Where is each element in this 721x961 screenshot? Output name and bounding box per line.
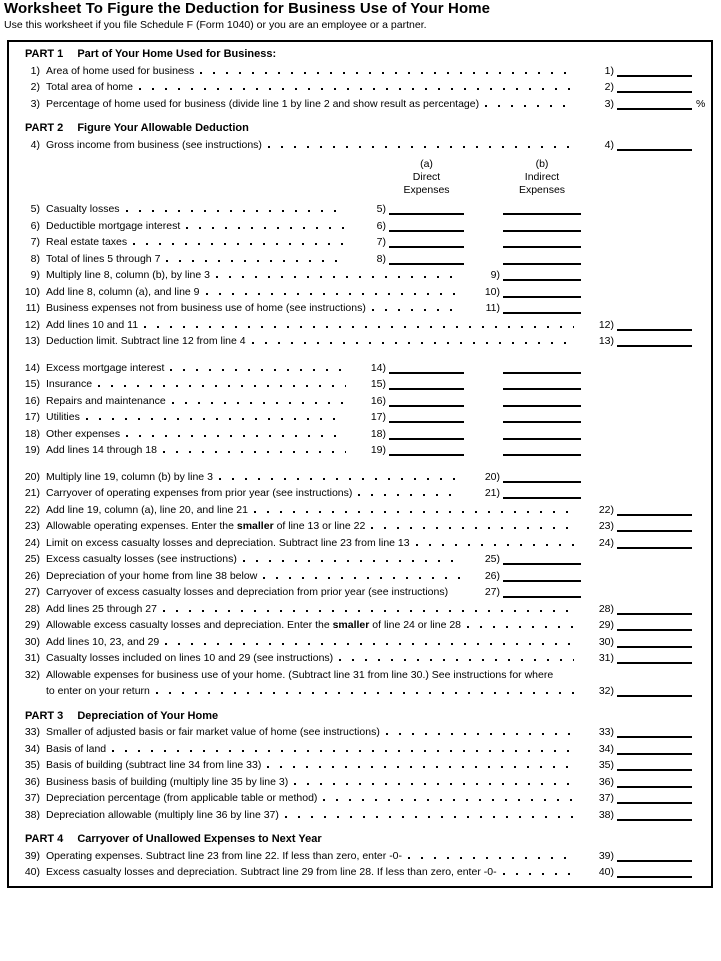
part-header-row: [9, 46, 711, 63]
line-row: [9, 218, 711, 235]
dot-leader: [252, 342, 574, 344]
line-number-label: 30): [598, 635, 614, 648]
dot-leader: [112, 750, 574, 752]
line-number-label: 2): [604, 81, 614, 93]
line-number: 22): [24, 503, 40, 516]
line-text: Percentage of home used for business (divide line 1 by line 2 and show result as percentage): [46, 97, 480, 110]
line-number-label: 13): [598, 335, 614, 347]
line-number: 20): [24, 470, 40, 483]
line-row: [9, 317, 711, 334]
line-text: Insurance: [46, 378, 93, 390]
amount-blank-right: [617, 530, 692, 532]
dot-leader: [485, 105, 574, 107]
dot-leader: [144, 326, 574, 328]
line-number: 3): [30, 97, 40, 110]
line-number-label: 4): [604, 138, 614, 151]
column-header-line: (b): [535, 158, 549, 170]
dot-leader: [126, 435, 346, 437]
line-number: 37): [24, 792, 40, 804]
line-row: [9, 251, 711, 268]
line-number-label: 25): [484, 553, 500, 565]
column-header-indirect: [503, 155, 581, 197]
line-row-continuation: [9, 683, 711, 700]
amount-blank-right: [617, 345, 692, 347]
line-text: Basis of building (subtract line 34 from line 33): [46, 759, 262, 771]
line-text: Gross income from business (see instructions): [46, 138, 262, 151]
amount-blank-right: [617, 91, 692, 93]
amount-blank-mid: [503, 296, 581, 298]
dot-leader: [216, 276, 460, 278]
amount-blank-indirect: [503, 372, 581, 374]
line-text: Allowable expenses for business use of your home. (Subtract line 31 from line 30.) See instructions for where: [46, 668, 554, 681]
dot-leader: [254, 511, 574, 513]
dot-leader: [268, 146, 574, 148]
dot-leader: [163, 610, 574, 612]
line-row: [9, 333, 711, 350]
part-heading: Depreciation of Your Home: [77, 709, 219, 722]
amount-blank-indirect: [503, 421, 581, 423]
dot-leader: [263, 577, 460, 579]
line-text: Operating expenses. Subtract line 23 from line 22. If less than zero, enter -0-: [46, 849, 403, 862]
line-text: Add line 8, column (a), and line 9: [46, 285, 200, 298]
line-row: [9, 442, 711, 459]
line-text: Smaller of adjusted basis or fair market value of home (see instructions): [46, 726, 380, 738]
line-row: [9, 518, 711, 535]
amount-blank-mid: [503, 563, 581, 565]
line-number-label: 17): [370, 411, 386, 423]
line-row: [9, 724, 711, 741]
amount-blank-direct: [389, 454, 464, 456]
line-row: [9, 774, 711, 791]
line-row: [9, 485, 711, 502]
amount-blank-right: [617, 786, 692, 788]
amount-blank-direct: [389, 263, 464, 265]
amount-blank-right: [617, 802, 692, 804]
line-text: Business expenses not from business use of home (see instructions): [46, 302, 366, 314]
part-label: PART 3: [25, 709, 64, 722]
amount-blank-indirect: [503, 246, 581, 248]
line-number-label: 24): [598, 536, 614, 549]
line-text: Business basis of building (multiply line 35 by line 3): [46, 775, 289, 788]
dot-leader: [163, 451, 346, 453]
line-text: Carryover of excess casualty losses and depreciation from prior year (see instructions): [46, 586, 449, 598]
line-text: Total of lines 5 through 7: [46, 252, 161, 265]
line-number-label: 21): [484, 487, 500, 499]
amount-blank-indirect: [503, 454, 581, 456]
line-text: to enter on your return: [46, 685, 150, 697]
line-number-label: 29): [598, 619, 614, 631]
part-heading: Figure Your Allowable Deduction: [77, 122, 249, 134]
dot-leader: [139, 88, 574, 90]
line-number: 4): [30, 138, 40, 151]
line-row: [9, 300, 711, 317]
line-row: [9, 426, 711, 443]
line-row: [9, 667, 711, 684]
line-number: 11): [25, 302, 40, 314]
line-number-label: 38): [598, 808, 614, 821]
line-row: [9, 469, 711, 486]
line-row: [9, 267, 711, 284]
line-text: Carryover of operating expenses from prior year (see instructions): [46, 487, 353, 499]
amount-blank-right: [617, 753, 692, 755]
line-row: [9, 234, 711, 251]
part-heading: Part of Your Home Used for Business:: [77, 48, 277, 60]
line-number-label: 19): [370, 444, 386, 456]
line-number: 27): [24, 586, 40, 598]
amount-blank-right: [617, 75, 692, 77]
line-text: Depreciation of your home from line 38 below: [46, 569, 258, 582]
line-text: Add lines 14 through 18: [46, 444, 157, 456]
amount-blank-right: [617, 736, 692, 738]
dot-leader: [186, 227, 346, 229]
line-number-label: 15): [370, 378, 386, 390]
amount-blank-direct: [389, 388, 464, 390]
line-text: Allowable operating expenses. Enter the smaller of line 13 or line 22: [46, 520, 366, 532]
line-row: [9, 584, 711, 601]
amount-blank-direct: [389, 246, 464, 248]
line-number: 38): [24, 808, 40, 821]
amount-blank-indirect: [503, 388, 581, 390]
line-text: Add lines 10, 23, and 29: [46, 635, 160, 648]
line-row: [9, 757, 711, 774]
line-text: Other expenses: [46, 427, 121, 440]
line-number: 28): [24, 602, 40, 615]
part-header-row: [9, 831, 711, 848]
line-number-label: 18): [370, 427, 386, 440]
line-number: 5): [30, 203, 40, 215]
line-text: Area of home used for business: [46, 64, 195, 77]
line-number-label: 10): [484, 285, 500, 298]
column-header-line: (a): [420, 158, 433, 170]
amount-blank-mid: [503, 481, 581, 483]
line-row: [9, 360, 711, 377]
dot-leader: [503, 873, 574, 875]
line-number: 1): [30, 64, 40, 77]
line-number-label: 3): [604, 97, 614, 110]
line-row: [9, 617, 711, 634]
line-row: [9, 137, 711, 154]
line-text: Repairs and maintenance: [46, 394, 166, 407]
amount-blank-direct: [389, 438, 464, 440]
line-number-label: 11): [485, 302, 500, 314]
dot-leader: [467, 626, 574, 628]
line-text: Depreciation allowable (multiply line 36 by line 37): [46, 808, 279, 821]
line-number: 19): [24, 444, 40, 456]
line-row: [9, 568, 711, 585]
amount-blank-direct: [389, 405, 464, 407]
amount-blank-right: [617, 769, 692, 771]
line-text: Excess mortgage interest: [46, 361, 165, 374]
amount-blank-indirect: [503, 213, 581, 215]
line-number: 39): [24, 849, 40, 862]
amount-blank-right: [617, 876, 692, 878]
line-text: Utilities: [46, 411, 80, 423]
column-header-line: Expenses: [518, 184, 566, 196]
part-label: PART 4: [25, 833, 64, 845]
line-text: Add lines 25 through 27: [46, 602, 157, 615]
line-number: 9): [30, 269, 40, 281]
line-number: 34): [24, 742, 40, 755]
worksheet-box: [7, 40, 713, 888]
amount-blank-right: [617, 329, 692, 331]
line-number-label: 6): [376, 219, 386, 232]
line-text: Add line 19, column (a), line 20, and line 21: [46, 503, 248, 516]
dot-leader: [165, 643, 574, 645]
line-number: 16): [24, 394, 40, 407]
dot-leader: [86, 418, 346, 420]
bold-word: smaller: [332, 619, 370, 631]
amount-blank-direct: [389, 372, 464, 374]
dot-leader: [285, 816, 574, 818]
line-row: [9, 201, 711, 218]
amount-blank-direct: [389, 213, 464, 215]
amount-blank-indirect: [503, 263, 581, 265]
part-header-row: [9, 120, 711, 137]
line-row: [9, 63, 711, 80]
line-number: 24): [24, 536, 40, 549]
dot-leader: [454, 593, 460, 595]
line-number-label: 12): [598, 318, 614, 331]
line-number-label: 26): [484, 569, 500, 582]
line-number: 18): [24, 427, 40, 440]
line-text: Real estate taxes: [46, 236, 128, 248]
amount-blank-mid: [503, 580, 581, 582]
amount-blank-mid: [503, 279, 581, 281]
amount-blank-indirect: [503, 405, 581, 407]
line-number-label: 32): [598, 685, 614, 697]
line-number-label: 22): [598, 503, 614, 516]
dot-leader: [386, 733, 574, 735]
column-header-line: Direct: [412, 171, 441, 183]
line-text: Casualty losses: [46, 203, 120, 215]
part-header-row: [9, 708, 711, 725]
line-number: 14): [24, 361, 40, 374]
amount-blank-right: [617, 646, 692, 648]
line-number-label: 14): [370, 361, 386, 374]
amount-blank-right: [617, 860, 692, 862]
amount-blank-right: [617, 819, 692, 821]
line-text: Limit on excess casualty losses and depreciation. Subtract line 23 from line 13: [46, 536, 410, 549]
line-row: [9, 864, 711, 881]
amount-blank-indirect: [503, 230, 581, 232]
part-label: PART 1: [25, 48, 64, 60]
amount-blank-mid: [503, 596, 581, 598]
amount-blank-right: [617, 613, 692, 615]
amount-blank-right: [617, 547, 692, 549]
line-number: 29): [24, 619, 40, 631]
line-number: 10): [24, 285, 40, 298]
dot-leader: [126, 210, 346, 212]
amount-blank-indirect: [503, 438, 581, 440]
line-number-label: 35): [598, 759, 614, 771]
line-number: 32): [24, 668, 40, 681]
line-number-label: 20): [484, 470, 500, 483]
amount-blank-direct: [389, 230, 464, 232]
dot-leader: [206, 293, 460, 295]
line-number-label: 23): [598, 520, 614, 532]
line-row: [9, 741, 711, 758]
line-row: [9, 790, 711, 807]
line-text: Add lines 10 and 11: [46, 318, 139, 331]
amount-blank-direct: [389, 421, 464, 423]
line-number: 30): [24, 635, 40, 648]
dot-leader: [416, 544, 574, 546]
dot-leader: [172, 402, 346, 404]
dot-leader: [358, 494, 460, 496]
line-row: [9, 634, 711, 651]
page-subtitle: Use this worksheet if you file Schedule F (Form 1040) or you are an employee or a partner.: [4, 19, 427, 31]
line-number-label: 36): [598, 775, 614, 788]
line-row: [9, 79, 711, 96]
line-number-label: 8): [376, 252, 386, 265]
line-number: 25): [24, 553, 40, 565]
column-header-line: Expenses: [403, 184, 450, 196]
bold-word: smaller: [236, 520, 274, 532]
line-number-label: 7): [376, 236, 386, 248]
line-row: [9, 650, 711, 667]
line-row: [9, 96, 711, 113]
dot-leader: [372, 309, 460, 311]
line-row: [9, 393, 711, 410]
amount-blank-right: [617, 108, 692, 110]
line-text: Excess casualty losses (see instructions): [46, 553, 237, 565]
column-header-direct: [389, 155, 464, 197]
line-row: [9, 601, 711, 618]
line-number: 8): [30, 252, 40, 265]
line-row: [9, 551, 711, 568]
part-label: PART 2: [25, 122, 64, 134]
line-number-label: 1): [604, 64, 614, 77]
dot-leader: [170, 369, 346, 371]
line-number: 12): [24, 318, 40, 331]
line-number: 2): [30, 81, 40, 93]
line-number: 33): [24, 726, 40, 738]
line-number-label: 33): [598, 726, 614, 738]
dot-leader: [166, 260, 346, 262]
line-number: 23): [24, 520, 40, 532]
line-number: 31): [24, 652, 40, 664]
line-text: Excess casualty losses and depreciation. Subtract line 29 from line 28. If less than zero, enter -0-: [46, 866, 497, 878]
dot-leader: [323, 799, 574, 801]
line-row: [9, 502, 711, 519]
line-number-label: 9): [490, 269, 500, 281]
line-text: Basis of land: [46, 742, 107, 755]
line-number: 6): [30, 219, 40, 232]
page-title: Worksheet To Figure the Deduction for Business Use of Your Home: [4, 0, 491, 17]
line-row: [9, 376, 711, 393]
line-row: [9, 284, 711, 301]
column-headers: [9, 155, 711, 201]
line-number: 17): [24, 411, 40, 423]
line-number: 26): [24, 569, 40, 582]
line-number: 36): [24, 775, 40, 788]
line-number: 35): [24, 759, 40, 771]
amount-blank-mid: [503, 312, 581, 314]
line-row: [9, 807, 711, 824]
line-number-label: 39): [598, 849, 614, 862]
amount-blank-mid: [503, 497, 581, 499]
line-number-label: 28): [598, 602, 614, 615]
part-heading: Carryover of Unallowed Expenses to Next Year: [77, 833, 322, 845]
line-number-label: 37): [598, 792, 614, 804]
line-number-label: 27): [484, 586, 500, 598]
line-number-label: 31): [598, 652, 614, 664]
line-number: 21): [24, 487, 40, 499]
percent-sign: %: [696, 97, 706, 110]
column-header-line: Indirect: [524, 171, 560, 183]
line-text: Casualty losses included on lines 10 and 29 (see instructions): [46, 652, 334, 664]
line-text: Allowable excess casualty losses and depreciation. Enter the smaller of line 24 or line 28: [46, 619, 462, 631]
line-text: Deductible mortgage interest: [46, 219, 181, 232]
line-text: Deduction limit. Subtract line 12 from line 4: [46, 335, 246, 347]
line-number: 13): [24, 335, 40, 347]
line-text: Depreciation percentage (from applicable table or method): [46, 792, 318, 804]
dot-leader: [243, 560, 460, 562]
line-number: 7): [30, 236, 40, 248]
line-row: [9, 409, 711, 426]
dot-leader: [219, 478, 460, 480]
amount-blank-right: [617, 149, 692, 151]
dot-leader: [267, 766, 574, 768]
line-number-label: 34): [598, 742, 614, 755]
amount-blank-right: [617, 695, 692, 697]
dot-leader: [408, 857, 574, 859]
line-number-label: 16): [370, 394, 386, 407]
dot-leader: [200, 72, 574, 74]
line-number: 15): [24, 378, 40, 390]
dot-leader: [133, 243, 346, 245]
dot-leader: [339, 659, 574, 661]
line-number-label: 40): [598, 866, 614, 878]
amount-blank-right: [617, 514, 692, 516]
dot-leader: [371, 527, 574, 529]
line-number: 40): [24, 866, 40, 878]
dot-leader: [156, 692, 574, 694]
line-row: [9, 848, 711, 865]
line-text: Multiply line 19, column (b) by line 3: [46, 470, 213, 483]
amount-blank-right: [617, 629, 692, 631]
line-row: [9, 535, 711, 552]
dot-leader: [98, 385, 346, 387]
line-text: Total area of home: [46, 81, 133, 93]
line-text: Multiply line 8, column (b), by line 3: [46, 269, 210, 281]
line-number-label: 5): [376, 203, 386, 215]
amount-blank-right: [617, 662, 692, 664]
dot-leader: [294, 783, 574, 785]
